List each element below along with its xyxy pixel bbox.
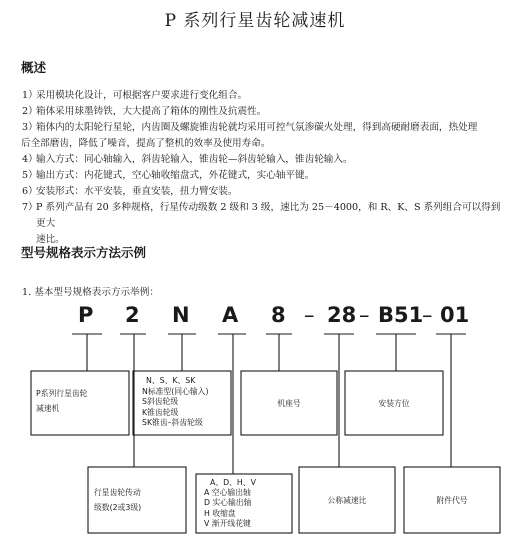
- box-ratio: [299, 495, 395, 507]
- box-frame-label: 机座号: [277, 399, 301, 408]
- item-number: 4）: [22, 154, 38, 165]
- code-dash: –: [422, 303, 433, 327]
- item-text: P 系列产品有 20 多种规格，行星传动级数 2 级和 3 级，速比为 25－4000，和 R、K、S 系列组合可以得到更大: [36, 202, 501, 229]
- box-stages-line1: 行星齿轮传动: [94, 488, 141, 497]
- box-series-line2: 减速机: [36, 403, 60, 413]
- box-input: [142, 376, 230, 429]
- box-stages: [94, 487, 184, 513]
- code-dash: –: [359, 303, 370, 327]
- box-series-line1: P系列行星齿轮: [36, 389, 88, 398]
- box-input-line5: SK锥齿–斜齿轮级: [142, 418, 203, 428]
- box-output-line2: A 空心输出轴: [204, 488, 251, 498]
- item-number: 5）: [22, 170, 38, 181]
- code-dash: –: [304, 303, 315, 327]
- box-accessory-label: 附件代号: [436, 496, 468, 505]
- item-text-continued: 速比。: [36, 234, 65, 245]
- item-number: 6）: [22, 186, 38, 197]
- box-frame: [241, 398, 337, 410]
- code-input: N: [172, 303, 190, 327]
- item-text: 箱体采用球墨铸铁，大大提高了箱体的刚性及抗震性。: [36, 106, 267, 117]
- box-output-line1: A、D、H、V: [210, 478, 256, 487]
- item-text: 输入方式：同心轴输入，斜齿轮输入，锥齿轮—斜齿轮输入，锥齿轮输入。: [36, 154, 353, 165]
- box-output-line3: D 实心输出轴: [204, 498, 252, 508]
- code-frame: 8: [271, 303, 286, 327]
- item-text: 输出方式：内花键式，空心轴收缩盘式，外花键式，实心轴平键。: [36, 170, 315, 181]
- item-text: 采用模块化设计，可根据客户要求进行变化组合。: [36, 90, 248, 101]
- item-number: 2）: [22, 106, 38, 117]
- code-ratio: 28: [327, 303, 357, 327]
- box-input-line3: S斜齿轮级: [142, 397, 179, 407]
- box-stages-line2: 级数(2或3级): [94, 502, 142, 512]
- item-number: 3）: [22, 122, 38, 133]
- code-mount: B51: [378, 303, 424, 327]
- item-text: 安装形式：水平安装，垂直安装，扭力臂安装。: [36, 186, 238, 197]
- box-series: [36, 388, 126, 414]
- item-number: 1）: [22, 90, 38, 101]
- item-text-continued: 后全部磨齿，降低了噪音，提高了整机的效率及使用寿命。: [21, 138, 271, 149]
- overview-heading: 概述: [21, 60, 47, 75]
- page-title: P 系列行星齿轮减速机: [164, 11, 346, 31]
- box-ratio-label: 公称减速比: [327, 496, 367, 505]
- box-input-line1: N、S、K、SK: [146, 376, 196, 385]
- box-accessory: [404, 495, 500, 507]
- code-accessory: 01: [440, 303, 470, 327]
- code-stages: 2: [125, 303, 140, 327]
- example-intro: 1. 基本型号规格表示方示举例：: [22, 287, 159, 298]
- box-output-line4: H 收缩盘: [204, 508, 236, 518]
- code-series: P: [78, 303, 94, 327]
- box-mount: [345, 398, 443, 410]
- box-mount-label: 安装方位: [378, 399, 410, 408]
- box-output: [204, 478, 290, 529]
- model-section-heading: 型号规格表示方法示例: [21, 245, 147, 260]
- box-input-line2: N标准型(同心输入): [142, 386, 209, 396]
- item-text: 箱体内的太阳轮行星轮，内齿圈及螺旋锥齿轮就均采用可控气氛渗碳火处理，得到高硬耐磨表面，热处理: [36, 122, 478, 133]
- box-output-line5: V 渐开线花键: [204, 518, 251, 528]
- box-input-line4: K锥齿轮级: [142, 407, 179, 417]
- item-number: 7）: [22, 202, 38, 213]
- code-output: A: [222, 303, 239, 327]
